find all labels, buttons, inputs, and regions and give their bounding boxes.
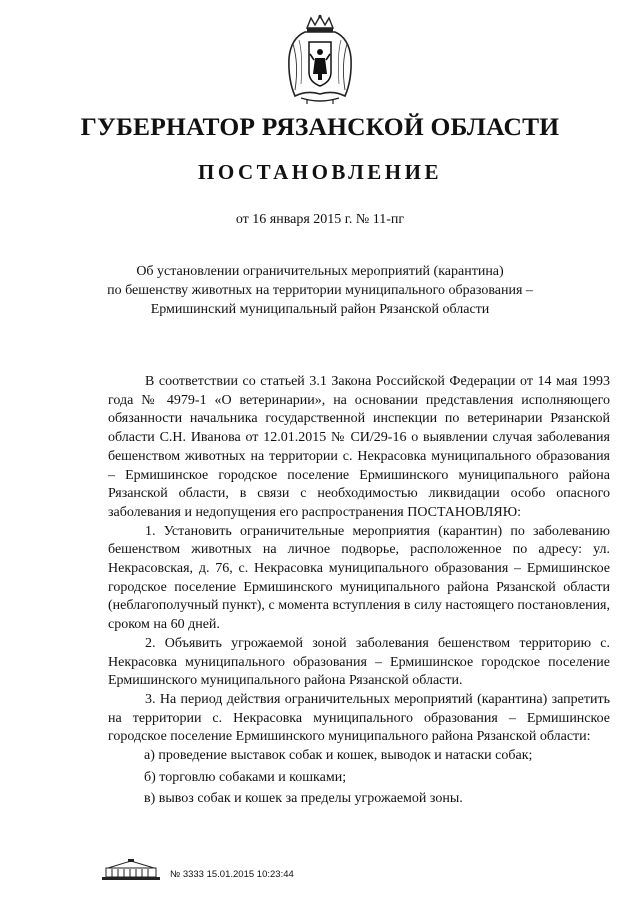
building-stamp-icon	[100, 858, 162, 882]
point-3-item-c: в) вывоз собак и кошек за пределы угрожаемой зоны.	[144, 791, 463, 807]
preamble-paragraph: В соответствии со статьей 3.1 Закона Российской Федерации от 14 мая 1993 года № 4979-1 «О ветеринарии», на основании представления исполняющего обязанности начальника государственной инспекции по ветеринарии Рязанской области С.Н. Иванова от 12.01.2015 № СИ/29-16 о выявлении случая заболевания бешенством животных на территории с. Некрасовка муниципального образования – Ермишинское городское поселение Ермишинского муниципального района Рязанской области, в связи с необходимостью ликвидации особо опасного заболевания и недопущения его распространения ПОСТАНОВЛЯЮ:	[108, 374, 610, 520]
decree-body	[108, 373, 610, 809]
subject-line: по бешенству животных на территории муниципального образования –	[107, 283, 533, 298]
decree-subject	[0, 262, 640, 319]
point-2-paragraph: 2. Объявить угрожаемой зоной заболевания бешенством территорию с. Некрасовка муниципального образования – Ермишинское городское поселение Ермишинского муниципального района Рязанской области.	[108, 635, 610, 689]
document-type: ПОСТАНОВЛЕНИЕ	[198, 160, 442, 184]
point-3-item-a: а) проведение выставок собак и кошек, выводок и натаски собак;	[144, 748, 533, 764]
point-3-paragraph: 3. На период действия ограничительных мероприятий (карантина) запретить на территории с. Некрасовка муниципального образования – Ермишинское городское поселение Ермишинского муниципального района Рязанской области:	[108, 691, 610, 745]
point-3-item-b: б) торговлю собаками и кошками;	[144, 769, 347, 785]
point-1-paragraph: 1. Установить ограничительные мероприятия (карантин) по заболеванию бешенством животных на личное подворье, расположенное по адресу: ул. Некрасовская, д. 76, с. Некрасовка муниципального образования – Ермишинское городское поселение Ермишинского муниципального района Рязанской области (неблагополучный пункт), с момента вступления в силу настоящего постановления, сроком на 60 дней.	[108, 523, 610, 633]
registration-number: № 3333 15.01.2015 10:23:44	[170, 869, 294, 880]
registration-footer	[100, 858, 294, 882]
document-date-number: от 16 января 2015 г. № 11-пг	[235, 212, 405, 227]
coat-of-arms-icon	[285, 14, 355, 106]
governor-title: ГУБЕРНАТОР РЯЗАНСКОЙ ОБЛАСТИ	[80, 112, 560, 141]
subject-line: Ермишинский муниципальный район Рязанской области	[150, 302, 490, 317]
subject-line: Об установлении ограничительных мероприятий (карантина)	[136, 264, 504, 279]
